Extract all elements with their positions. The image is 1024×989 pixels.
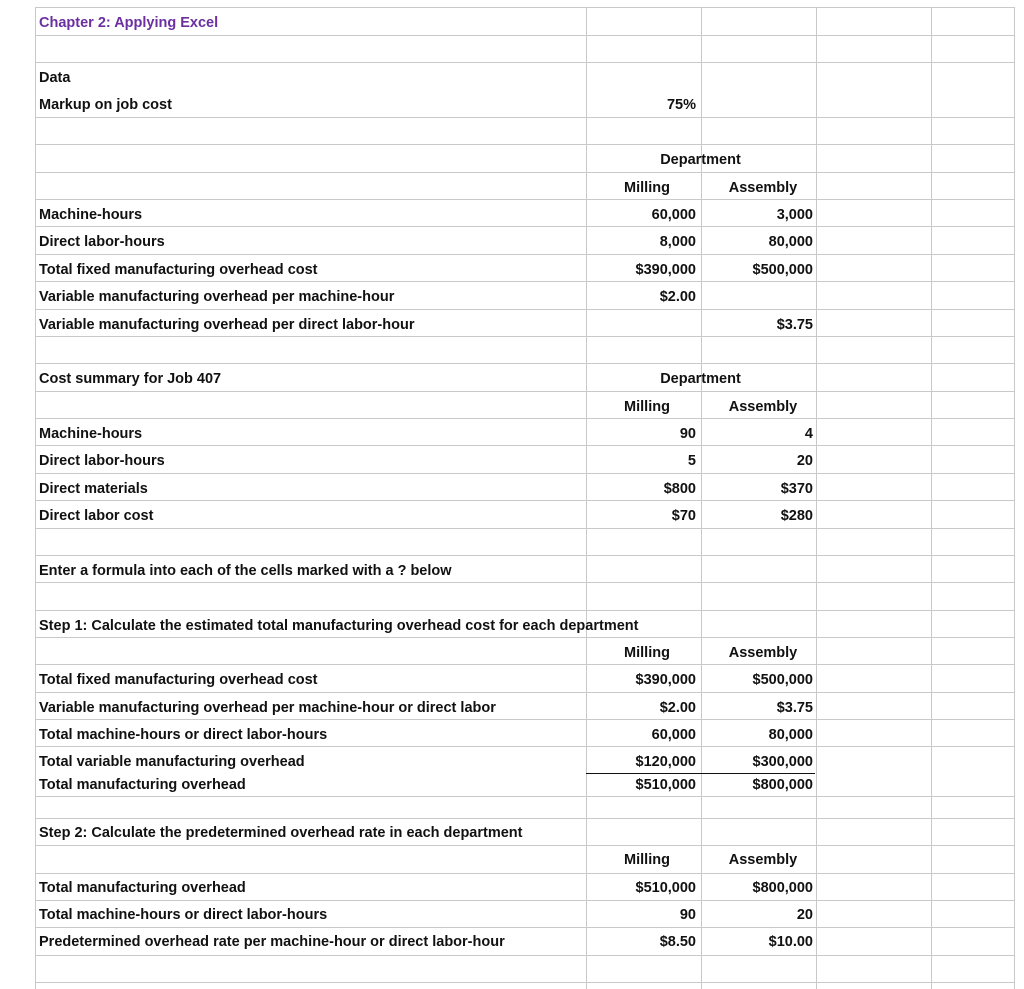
dept-row-assembly[interactable]: 3,000 <box>776 207 813 223</box>
step1-row-label[interactable]: Variable manufacturing overhead per machine-hour or direct labor <box>39 700 496 716</box>
dept-row-milling[interactable]: 60,000 <box>651 207 696 223</box>
dept-row-milling[interactable]: $2.00 <box>659 289 696 305</box>
step1-row-assembly[interactable]: $500,000 <box>752 672 813 688</box>
instruction-text[interactable]: Enter a formula into each of the cells marked with a ? below <box>39 563 452 579</box>
step2-title[interactable]: Step 2: Calculate the predetermined overhead rate in each department <box>39 825 523 841</box>
grid-hline <box>35 62 1015 63</box>
step2-row-milling[interactable]: $510,000 <box>635 880 696 896</box>
step2-row-label[interactable]: Total machine-hours or direct labor-hours <box>39 907 328 923</box>
step2-row-milling[interactable]: 90 <box>679 907 696 923</box>
data-label[interactable]: Data <box>39 70 71 86</box>
milling-header[interactable]: Milling <box>624 180 670 196</box>
sheet-title[interactable]: Chapter 2: Applying Excel <box>39 15 219 31</box>
grid-hline <box>35 172 1015 173</box>
step1-row-label[interactable]: Total fixed manufacturing overhead cost <box>39 672 318 688</box>
grid-hline <box>35 418 1015 419</box>
grid-hline <box>35 610 1015 611</box>
step1-row-assembly[interactable]: $3.75 <box>776 700 813 716</box>
job-assembly-header[interactable]: Assembly <box>728 399 798 415</box>
step2-assembly-header[interactable]: Assembly <box>728 852 798 868</box>
job-row-label[interactable]: Machine-hours <box>39 426 143 442</box>
step2-row-assembly[interactable]: $800,000 <box>752 880 813 896</box>
step2-row-label[interactable]: Total manufacturing overhead <box>39 880 246 896</box>
job-row-assembly[interactable]: 20 <box>796 453 813 469</box>
step1-title[interactable]: Step 1: Calculate the estimated total manufacturing overhead cost for each department <box>39 618 639 634</box>
job-department-header[interactable]: Department <box>660 371 741 387</box>
job-row-assembly[interactable]: $280 <box>780 508 813 524</box>
department-header[interactable]: Department <box>660 152 741 168</box>
step2-row-assembly[interactable]: 20 <box>796 907 813 923</box>
grid-hline <box>35 199 1015 200</box>
job-row-assembly[interactable]: $370 <box>780 481 813 497</box>
step2-row-label[interactable]: Predetermined overhead rate per machine-hour or direct labor-hour <box>39 934 505 950</box>
job-summary-label[interactable]: Cost summary for Job 407 <box>39 371 222 387</box>
job-row-milling[interactable]: 5 <box>687 453 696 469</box>
dept-row-label[interactable]: Total fixed manufacturing overhead cost <box>39 262 318 278</box>
grid-hline <box>35 664 1015 665</box>
grid-hline <box>35 144 1015 145</box>
step1-row-assembly[interactable]: $800,000 <box>752 777 813 793</box>
grid-hline <box>35 555 1015 556</box>
step1-row-milling[interactable]: $120,000 <box>635 754 696 770</box>
job-row-label[interactable]: Direct labor cost <box>39 508 154 524</box>
dept-row-label[interactable]: Variable manufacturing overhead per machine-hour <box>39 289 395 305</box>
grid-vline <box>1014 7 1015 989</box>
dept-row-milling[interactable] <box>586 311 696 338</box>
step1-row-assembly[interactable]: 80,000 <box>768 727 813 743</box>
dept-row-label[interactable]: Machine-hours <box>39 207 143 223</box>
job-milling-header[interactable]: Milling <box>624 399 670 415</box>
step1-row-label[interactable]: Total manufacturing overhead <box>39 777 246 793</box>
step1-row-milling[interactable]: $2.00 <box>659 700 696 716</box>
step1-row-label[interactable]: Total machine-hours or direct labor-hours <box>39 727 328 743</box>
assembly-header[interactable]: Assembly <box>728 180 798 196</box>
dept-row-assembly[interactable] <box>701 283 813 310</box>
step1-row-label[interactable]: Total variable manufacturing overhead <box>39 754 305 770</box>
grid-hline <box>35 955 1015 956</box>
grid-vline <box>35 7 36 989</box>
grid-hline <box>35 363 1015 364</box>
step2-row-milling[interactable]: $8.50 <box>659 934 696 950</box>
job-row-label[interactable]: Direct materials <box>39 481 148 497</box>
dept-row-milling[interactable]: 8,000 <box>659 234 696 250</box>
step1-row-milling[interactable]: $510,000 <box>635 777 696 793</box>
job-row-assembly[interactable]: 4 <box>804 426 813 442</box>
dept-row-milling[interactable]: $390,000 <box>635 262 696 278</box>
grid-hline <box>35 982 1015 983</box>
step2-milling-header[interactable]: Milling <box>624 852 670 868</box>
job-row-milling[interactable]: $800 <box>663 481 696 497</box>
step1-row-milling[interactable]: $390,000 <box>635 672 696 688</box>
step2-row-assembly[interactable]: $10.00 <box>768 934 813 950</box>
step1-assembly-header[interactable]: Assembly <box>728 645 798 661</box>
job-row-milling[interactable]: 90 <box>679 426 696 442</box>
job-row-label[interactable]: Direct labor-hours <box>39 453 165 469</box>
job-row-milling[interactable]: $70 <box>671 508 696 524</box>
dept-row-assembly[interactable]: $500,000 <box>752 262 813 278</box>
grid-hline <box>35 7 1015 8</box>
dept-row-assembly[interactable]: 80,000 <box>768 234 813 250</box>
markup-label[interactable]: Markup on job cost <box>39 97 172 113</box>
dept-row-label[interactable]: Direct labor-hours <box>39 234 165 250</box>
dept-row-assembly[interactable]: $3.75 <box>776 317 813 333</box>
grid-vline <box>816 7 817 989</box>
step1-milling-header[interactable]: Milling <box>624 645 670 661</box>
step1-row-assembly[interactable]: $300,000 <box>752 754 813 770</box>
markup-value[interactable]: 75% <box>666 97 696 113</box>
step1-row-milling[interactable]: 60,000 <box>651 727 696 743</box>
grid-vline <box>931 7 932 989</box>
dept-row-label[interactable]: Variable manufacturing overhead per direct labor-hour <box>39 317 415 333</box>
